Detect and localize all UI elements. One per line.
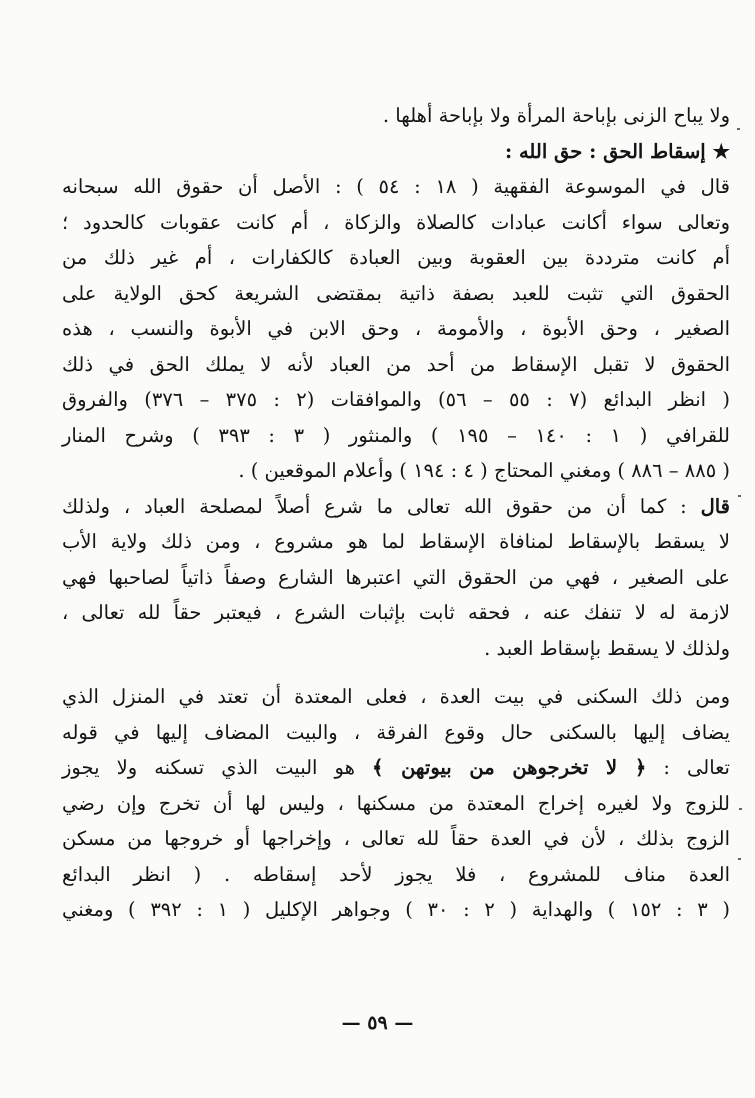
text-line: الحقوق التي تثبت للعبد بصفة ذاتية بمقتضى الشريعة كحق الولاية على [62,281,730,305]
text-line: العدة مناف للمشروع ، فلا يجوز لأحد إسقاطه . ( انظر البدائع [62,862,730,886]
text-line: يضاف إليها بالسكنى حال وقوع الفرقة ، والبيت المضاف إليها في قوله [62,720,730,744]
paragraph-gap [62,666,730,679]
text-line: الحقوق لا تقبل الإسقاط من أحد من العباد لأنه لا يملك الحق في ذلك [62,352,730,376]
text-line: وتعالى سواء أكانت عبادات كالصلاة والزكاة ، أم كانت عقوبات كالحدود ؛ [62,210,730,234]
page-number: — ٥٩ — [341,1012,414,1034]
text-line: للزوج ولا لغيره إخراج المعتدة من مسكنها ، وليس لها أن تخرج وإن رضي [62,791,730,815]
text-line: ( ٣ : ١٥٢ ) والهداية ( ٢ : ٣٠ ) وجواهر الإكليل ( ١ : ٣٩٢ ) ومغني [62,898,730,921]
text-line: ولذلك لا يسقط بإسقاط العبد . [484,636,730,660]
margin-mark [738,495,741,497]
text-line [62,489,730,525]
text-line: على الصغير ، فهي من الحقوق التي اعتبرها الشارع وصفاً ذاتياً لصاحبها فهي [62,565,730,589]
text-line [62,750,730,786]
document-page [62,98,730,928]
text-line: الزوج بذلك ، لأن في العدة حقاً لله تعالى ، وإخراجها أو خروجها من مسكن [62,827,730,850]
text-line: للقرافي ( ١ : ١٤٠ – ١٩٥ ) والمنثور ( ٣ : ٣٩٣ ) وشرح المنار [62,423,730,447]
text-line: ولا يباح الزنى بإباحة المرأة ولا بإباحة أهلها . [382,104,730,127]
text-line: قال في الموسوعة الفقهية ( ١٨ : ٥٤ ) : الأصل أن حقوق الله سبحانه [62,175,731,198]
quran-verse: ﴿ لا تخرجوهن من بيوتهن ﴾ [371,756,647,779]
qala-lead: قال [700,494,730,518]
text-line: الصغير ، وحق الأبوة ، والأمومة ، وحق الابن في الأبوة والنسب ، هذه [62,317,730,340]
margin-mark [737,128,740,130]
margin-mark [738,858,741,860]
text-span: تعالى : [663,756,730,779]
text-line: أم كانت مترددة بين العقوبة وبين العبادة كالكفارات ، أم غير ذلك من [62,246,730,269]
text-line: ومن ذلك السكنى في بيت العدة ، فعلى المعتدة أن تعتد في المنزل الذي [62,685,730,708]
text-line: ( ٨٨٥ – ٨٨٦ ) ومغني المحتاج ( ٤ : ١٩٤ ) وأعلام الموقعين ) . [238,459,730,482]
text-span: هو البيت الذي تسكنه ولا يجوز [62,756,355,779]
text-line: لازمة له لا تنفك عنه ، فحقه ثابت بإثبات الشرع ، فيعتبر حقاً لله تعالى ، [62,601,730,624]
section-heading: ★ إسقاط الحق : حق الله : [504,139,730,163]
text-line-rest: : كما أن من حقوق الله تعالى ما شرع أصلاً لمصلحة العباد ، ولذلك [62,494,687,518]
margin-mark [739,808,742,810]
text-line: ( انظر البدائع (٧ : ٥٥ – ٥٦) والموافقات (٢ : ٣٧٥ – ٣٧٦) والفروق [62,388,730,411]
text-line: لا يسقط بالإسقاط لمنافاة الإسقاط لما هو مشروع ، ومن ذلك ولاية الأب [62,530,730,553]
